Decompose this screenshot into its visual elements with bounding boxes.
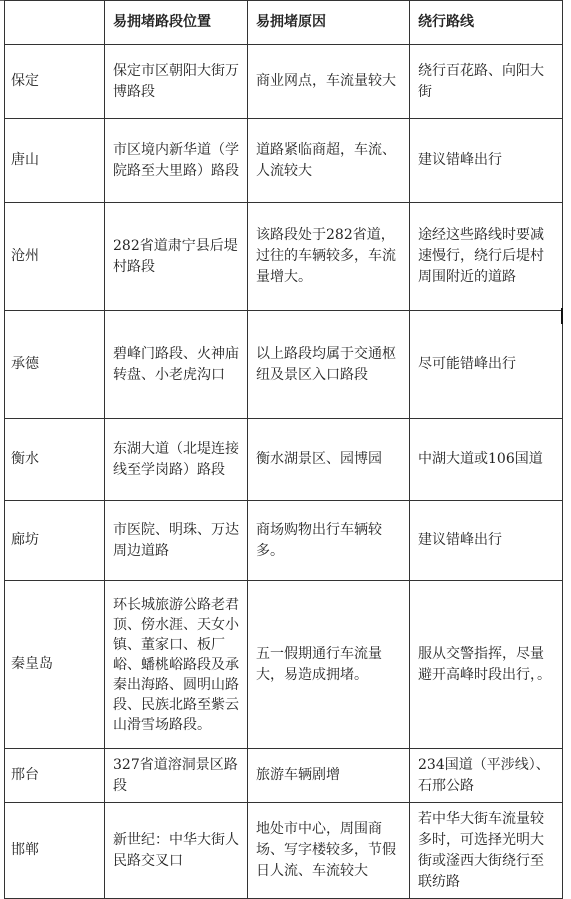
location-cell: 新世纪：中华大街人民路交叉口 [105, 803, 248, 899]
route-cell: 尽可能错峰出行 [410, 311, 563, 419]
reason-cell: 商业网点，车流量较大 [248, 45, 410, 119]
table-row [5, 419, 563, 501]
city-cell: 秦皇岛 [5, 581, 105, 749]
reason-cell: 道路紧临商超，车流、人流较大 [248, 119, 410, 203]
route-cell: 234国道（平涉线）、石邢公路 [410, 749, 563, 803]
reason-cell: 旅游车辆剧增 [248, 749, 410, 803]
location-cell: 保定市区朝阳大街万博路段 [105, 45, 248, 119]
city-cell: 承德 [5, 311, 105, 419]
reason-cell: 衡水湖景区、园博园 [248, 419, 410, 501]
city-cell: 唐山 [5, 119, 105, 203]
route-cell: 服从交警指挥，尽量避开高峰时段出行，。 [410, 581, 563, 749]
route-cell: 建议错峰出行 [410, 501, 563, 581]
table-row [5, 203, 563, 311]
city-cell: 邯郸 [5, 803, 105, 899]
route-cell: 中湖大道或106国道 [410, 419, 563, 501]
table-row [5, 311, 563, 419]
reason-cell: 以上路段均属于交通枢纽及景区入口路段 [248, 311, 410, 419]
table-row [5, 749, 563, 803]
header-route: 绕行路线 [410, 1, 563, 45]
table-header-row [5, 1, 563, 45]
location-cell: 环长城旅游公路老君顶、傍水涯、天女小镇、董家口、板厂峪、蟠桃峪路段及承秦出海路、圆明山路段、民族北路至紫云山滑雪场路段。 [105, 581, 248, 749]
header-reason: 易拥堵原因 [248, 1, 410, 45]
reason-cell: 地处市中心，周围商场、写字楼较多，节假日人流、车流较大 [248, 803, 410, 899]
location-cell: 327省道溶洞景区路段 [105, 749, 248, 803]
header-location: 易拥堵路段位置 [105, 1, 248, 45]
table-row [5, 45, 563, 119]
city-cell: 衡水 [5, 419, 105, 501]
city-cell: 保定 [5, 45, 105, 119]
congestion-table-container [4, 0, 562, 899]
route-cell: 绕行百花路、向阳大街 [410, 45, 563, 119]
route-cell: 建议错峰出行 [410, 119, 563, 203]
reason-cell: 五一假期通行车流量大，易造成拥堵。 [248, 581, 410, 749]
route-cell: 途经这些路线时要减速慢行，绕行后堤村周围附近的道路 [410, 203, 563, 311]
city-cell: 邢台 [5, 749, 105, 803]
text-cursor-mark [561, 308, 563, 324]
location-cell: 碧峰门路段、火神庙转盘、小老虎沟口 [105, 311, 248, 419]
reason-cell: 该路段处于282省道，过往的车辆较多，车流量增大。 [248, 203, 410, 311]
route-cell: 若中华大街车流量较多时，可选择光明大街或滏西大街绕行至联纺路 [410, 803, 563, 899]
table-row [5, 803, 563, 899]
table-row [5, 119, 563, 203]
city-cell: 沧州 [5, 203, 105, 311]
reason-cell: 商场购物出行车辆较多。 [248, 501, 410, 581]
header-city [5, 1, 105, 45]
location-cell: 市区境内新华道（学院路至大里路）路段 [105, 119, 248, 203]
city-cell: 廊坊 [5, 501, 105, 581]
location-cell: 东湖大道（北堤连接线至学岗路）路段 [105, 419, 248, 501]
congestion-table [4, 0, 563, 899]
table-row [5, 581, 563, 749]
location-cell: 市医院、明珠、万达周边道路 [105, 501, 248, 581]
location-cell: 282省道肃宁县后堤村路段 [105, 203, 248, 311]
table-row [5, 501, 563, 581]
